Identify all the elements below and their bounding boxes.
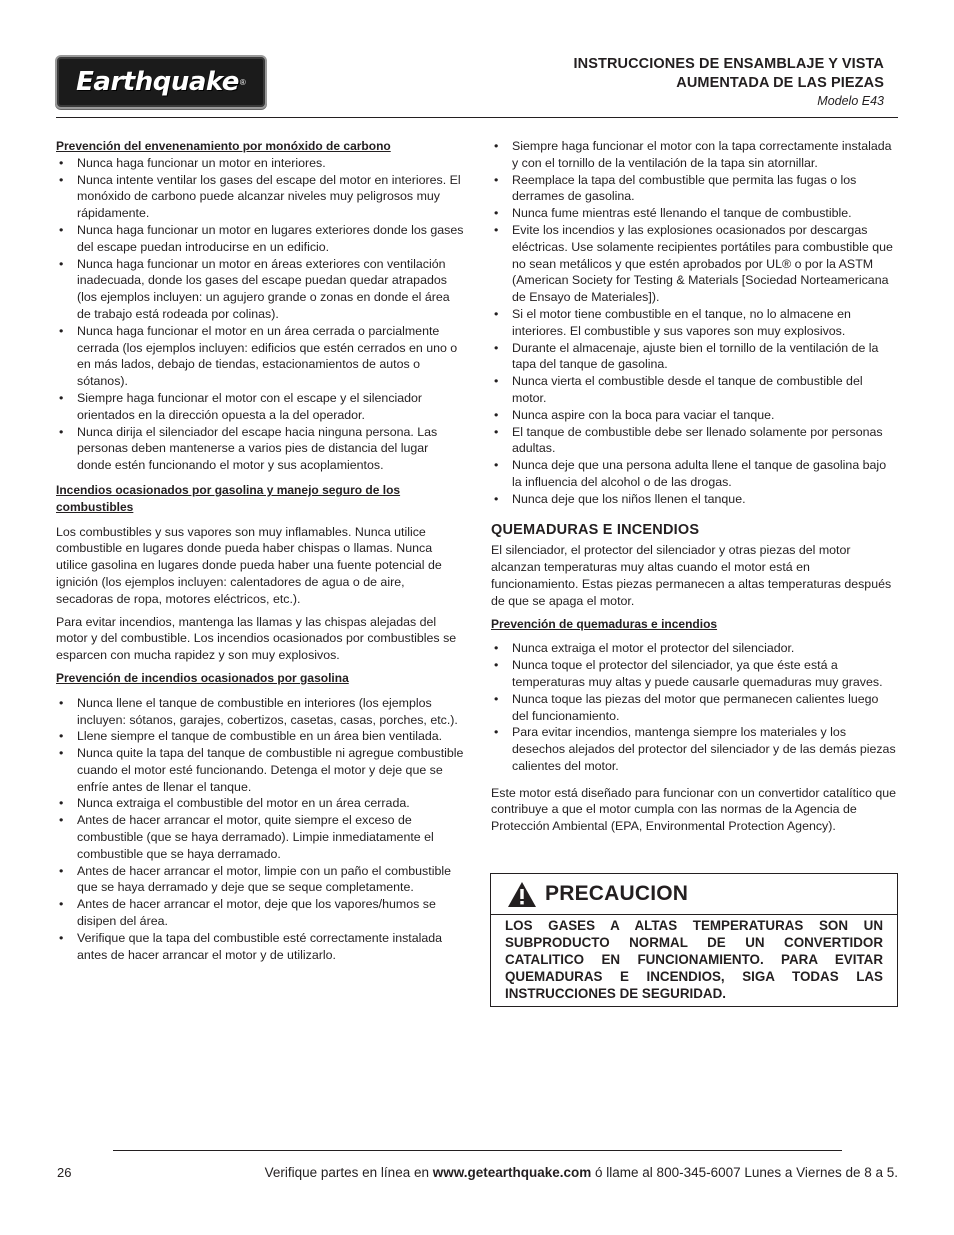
- footer-text: [265, 1165, 898, 1180]
- list-item: • Nunca dirija el silenciador del escape hacia ninguna persona. Las personas deben mantenerse a varios pies de distancia del lugar donde estén funcionando el motor y sus acoplamientos.: [56, 424, 464, 474]
- registered-mark: ®: [239, 77, 246, 87]
- list-item: • Para evitar incendios, mantenga siempre los materiales y los desechos alejados del protector del silenciador y de las demás piezas calientes del motor.: [491, 724, 898, 774]
- earthquake-logo: [55, 55, 267, 109]
- fire-paragraph-1: Los combustibles y sus vapores son muy inflamables. Nunca utilice combustible en lugares donde pueda haber chispas o llamas. Nunca utilice gasolina en lugares donde pueda haber una fuente potencial de ignición (los ejemplos incluyen: calentadores de agua o de aire, secadoras de ropa, motores eléctricos, etc.).: [56, 524, 442, 606]
- caution-body: LOS GASES A ALTAS TEMPERATURAS SON UN SUBPRODUCTO NORMAL DE UN CONVERTIDOR CATALITICO EN FUNCIONAMIENTO. PARA EVITAR QUEMADURAS E INCENDIOS, SIGA TODAS LAS INSTRUCCIONES DE SEGURIDAD.: [505, 918, 883, 1001]
- list-item: • Llene siempre el tanque de combustible en un área bien ventilada.: [56, 728, 464, 745]
- list-item: • Reemplace la tapa del combustible que permita las fugas o los derrames de gasolina.: [491, 172, 898, 206]
- left-column: [56, 138, 464, 963]
- burns-prevention-heading: Prevención de quemaduras e incendios: [491, 616, 718, 631]
- list-item: • Si el motor tiene combustible en el tanque, no lo almacene en interiores. El combustible y sus vapores son muy explosivos.: [491, 306, 898, 340]
- list-item: • Nunca haga funcionar el motor en un área cerrada o parcialmente cerrada (los ejemplos incluyen: edificios que estén cerrados en uno o en más lados, debajo de tiendas, estacionamientos de autos o sótanos).: [56, 323, 464, 390]
- list-item: • Nunca deje que una persona adulta llene el tanque de gasolina bajo la influencia del alcohol o de las drogas.: [491, 457, 898, 491]
- list-item: • Nunca extraiga el motor el protector del silenciador.: [491, 640, 898, 657]
- caution-title: PRECAUCION: [545, 882, 689, 905]
- fire-heading: Incendios ocasionados por gasolina y manejo seguro de los combustibles: [56, 482, 401, 514]
- burns-heading: QUEMADURAS E INCENDIOS: [491, 521, 700, 538]
- list-item: • Nunca haga funcionar un motor en áreas exteriores con ventilación inadecuada, donde los gases del escape puedan quedar atrapados (los ejemplos incluyen: un agujero grande o zonas en donde el área de trabajo está rodeada por colinas).: [56, 256, 464, 323]
- list-item: • Nunca toque el protector del silenciador, ya que éste está a temperaturas muy altas y puede causarle quemaduras muy graves.: [491, 657, 898, 691]
- list-item: • Nunca deje que los niños llenen el tanque.: [491, 491, 898, 508]
- list-item: • Antes de hacer arrancar el motor, quite siempre el exceso de combustible (que se haya derramado). Limpie inmediatamente el combustible que se haya derramado.: [56, 812, 464, 862]
- catalytic-paragraph: Este motor está diseñado para funcionar con un convertidor catalítico que contribuye a que el motor cumpla con las normas de la Agencia de Protección Ambiental (EPA, Environmental Protection Agency).: [491, 785, 897, 834]
- caution-box: [490, 873, 898, 1007]
- footer-text-before: Verifique partes en línea en: [264, 1165, 433, 1180]
- co-heading: Prevención del envenenamiento por monóxido de carbono: [56, 139, 391, 153]
- list-item: • Evite los incendios y las explosiones ocasionados por descargas eléctricas. Use solamente recipientes portátiles para combustible que no sean metálicos y que estén aprobados por UL® o por la ASTM (American Society for Testing & Materials [Sociedad Norteamericana de Ensayo de Materiales]).: [491, 222, 898, 306]
- list-item: • Nunca haga funcionar un motor en interiores.: [56, 155, 464, 172]
- list-item: • Nunca fume mientras esté llenando el tanque de combustible.: [491, 205, 898, 222]
- page-number: 26: [57, 1165, 72, 1180]
- list-item: • Verifique que la tapa del combustible esté correctamente instalada antes de hacer arrancar el motor y de utilizarlo.: [56, 930, 464, 964]
- list-item: • Antes de hacer arrancar el motor, deje que los vapores/humos se disipen del área.: [56, 896, 464, 930]
- list-item: • Durante el almacenaje, ajuste bien el tornillo de la ventilación de la tapa del tanque de gasolina.: [491, 340, 898, 374]
- list-item: • Nunca toque las piezas del motor que permanecen calientes luego del funcionamiento.: [491, 691, 898, 725]
- burns-prevention-list: [491, 640, 898, 774]
- header-title-line2: AUMENTADA DE LAS PIEZAS: [676, 75, 884, 91]
- list-item: • Nunca extraiga el combustible del motor en un área cerrada.: [56, 795, 464, 812]
- list-item: • Nunca intente ventilar los gases del escape del motor en interiores. El monóxido de carbono puede alcanzar niveles muy peligrosos muy rápidamente.: [56, 172, 464, 222]
- right-column: [491, 138, 898, 835]
- footer-divider: [113, 1150, 842, 1151]
- list-item: • El tanque de combustible debe ser llenado solamente por personas adultas.: [491, 424, 898, 458]
- fire-prevention-list: [56, 695, 464, 964]
- footer-text-after: ó llame al 800-345-6007 Lunes a Viernes de 8 a 5.: [591, 1165, 898, 1180]
- co-list: [56, 155, 464, 474]
- caution-title-bar: [491, 874, 897, 915]
- model-label: Modelo E43: [817, 94, 884, 108]
- fire-prevention-heading: Prevención de incendios ocasionados por gasolina: [56, 670, 349, 685]
- website-link[interactable]: www.getearthquake.com: [432, 1165, 592, 1180]
- list-item: • Nunca vierta el combustible desde el tanque de combustible del motor.: [491, 373, 898, 407]
- header-title-line1: INSTRUCCIONES DE ENSAMBLAJE Y VISTA: [573, 56, 884, 72]
- list-item: • Antes de hacer arrancar el motor, limpie con un paño el combustible que se haya derramado y deje que se seque completamente.: [56, 863, 464, 897]
- warning-icon: [507, 881, 537, 908]
- burns-paragraph: El silenciador, el protector del silenciador y otras piezas del motor alcanzan temperaturas muy altas cuando el motor está en funcionamiento. Estas piezas permanecen a altas temperaturas después de que se apaga el motor.: [491, 543, 892, 608]
- fire-paragraph-2: Para evitar incendios, mantenga las llamas y las chispas alejadas del motor y del combustible. Los incendios ocasionados por combustibles se esparcen con mucha rapidez y son muy explosivos.: [56, 614, 457, 663]
- list-item: • Nunca quite la tapa del tanque de combustible ni agregue combustible cuando el motor esté funcionando. Detenga el motor y deje que se enfríe antes de llenar el tanque.: [56, 745, 464, 795]
- list-item: • Nunca llene el tanque de combustible en interiores (los ejemplos incluyen: sótanos, garajes, cobertizos, casetas, casas, porches, etc.).: [56, 695, 464, 729]
- list-item: • Nunca aspire con la boca para vaciar el tanque.: [491, 407, 898, 424]
- logo-text: Earthquake: [76, 67, 239, 97]
- list-item: • Nunca haga funcionar un motor en lugares exteriores donde los gases del escape puedan introducirse en un edificio.: [56, 222, 464, 256]
- list-item: • Siempre haga funcionar el motor con la tapa correctamente instalada y con el tornillo de la ventilación de la tapa sin atornillar.: [491, 138, 898, 172]
- document-header: [574, 55, 884, 109]
- fuel-safety-list: [491, 138, 898, 508]
- header-divider: [56, 117, 898, 118]
- list-item: • Siempre haga funcionar el motor con el escape y el silenciador orientados en la dirección opuesta a la del operador.: [56, 390, 464, 424]
